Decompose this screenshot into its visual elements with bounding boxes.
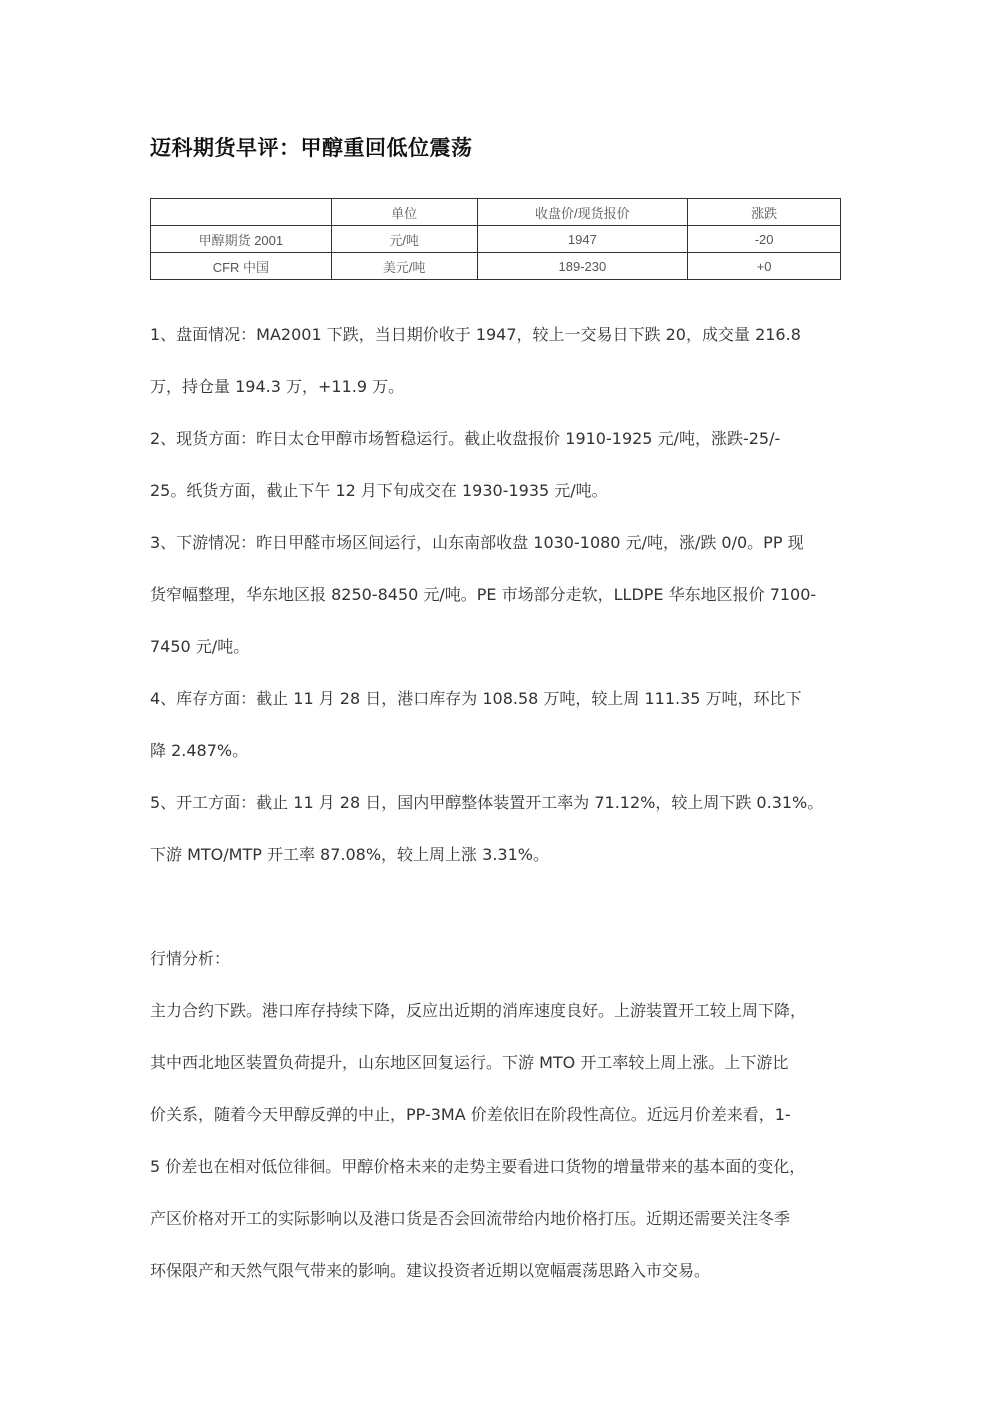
analysis-line: 其中西北地区装置负荷提升，山东地区回复运行。下游 MTO 开工率较上周上涨。上下游比 bbox=[150, 1053, 789, 1072]
body-line: 4、库存方面：截止 11 月 28 日，港口库存为 108.58 万吨，较上周 111.35 万吨，环比下 bbox=[150, 689, 802, 708]
header-cell-price: 收盘价/现货报价 bbox=[477, 199, 688, 226]
cell-unit: 元/吨 bbox=[331, 226, 477, 253]
price-table bbox=[150, 198, 841, 280]
body-line: 1、盘面情况：MA2001 下跌，当日期价收于 1947，较上一交易日下跌 20，成交量 216.8 bbox=[150, 325, 801, 344]
analysis-line: 5 价差也在相对低位徘徊。甲醇价格未来的走势主要看进口货物的增量带来的基本面的变化， bbox=[150, 1157, 806, 1176]
table-row bbox=[151, 226, 841, 253]
page-title: 迈科期货早评：甲醇重回低位震荡 bbox=[150, 136, 473, 160]
body-line: 下游 MTO/MTP 开工率 87.08%，较上周上涨 3.31%。 bbox=[150, 845, 549, 864]
body-line: 2、现货方面：昨日太仓甲醇市场暂稳运行。截止收盘报价 1910-1925 元/吨，涨跌-25/- bbox=[150, 429, 781, 448]
table-row bbox=[151, 253, 841, 280]
cell-change: -20 bbox=[688, 226, 841, 253]
analysis-line: 环保限产和天然气限气带来的影响。建议投资者近期以宽幅震荡思路入市交易。 bbox=[150, 1261, 711, 1280]
header-cell-unit: 单位 bbox=[331, 199, 477, 226]
header-cell-change: 涨跌 bbox=[688, 199, 841, 226]
header-cell-blank bbox=[151, 199, 332, 226]
cell-change: +0 bbox=[688, 253, 841, 280]
body-line: 5、开工方面：截止 11 月 28 日，国内甲醇整体装置开工率为 71.12%，较上周下跌 0.31%。 bbox=[150, 793, 824, 812]
analysis-line: 价关系，随着今天甲醇反弹的中止，PP-3MA 价差依旧在阶段性高位。近远月价差来看，1- bbox=[150, 1105, 791, 1124]
table-header-row bbox=[151, 199, 841, 226]
body-line: 降 2.487%。 bbox=[150, 741, 249, 760]
body-line: 25。纸货方面，截止下午 12 月下旬成交在 1930-1935 元/吨。 bbox=[150, 481, 608, 500]
cell-product: 甲醇期货 2001 bbox=[151, 226, 332, 253]
cell-price: 1947 bbox=[477, 226, 688, 253]
analysis-line: 产区价格对开工的实际影响以及港口货是否会回流带给内地价格打压。近期还需要关注冬季 bbox=[150, 1209, 791, 1228]
body-line: 万，持仓量 194.3 万，+11.9 万。 bbox=[150, 377, 405, 396]
analysis-line: 主力合约下跌。港口库存持续下降，反应出近期的消库速度良好。上游装置开工较上周下降， bbox=[150, 1001, 807, 1020]
body-line: 7450 元/吨。 bbox=[150, 637, 250, 656]
body-line: 3、下游情况：昨日甲醛市场区间运行，山东南部收盘 1030-1080 元/吨，涨/跌 0/0。PP 现 bbox=[150, 533, 804, 552]
body-line: 货窄幅整理，华东地区报 8250-8450 元/吨。PE 市场部分走软，LLDPE 华东地区报价 7100- bbox=[150, 585, 817, 604]
cell-product: CFR 中国 bbox=[151, 253, 332, 280]
cell-price: 189-230 bbox=[477, 253, 688, 280]
analysis-heading: 行情分析： bbox=[150, 949, 231, 968]
cell-unit: 美元/吨 bbox=[331, 253, 477, 280]
